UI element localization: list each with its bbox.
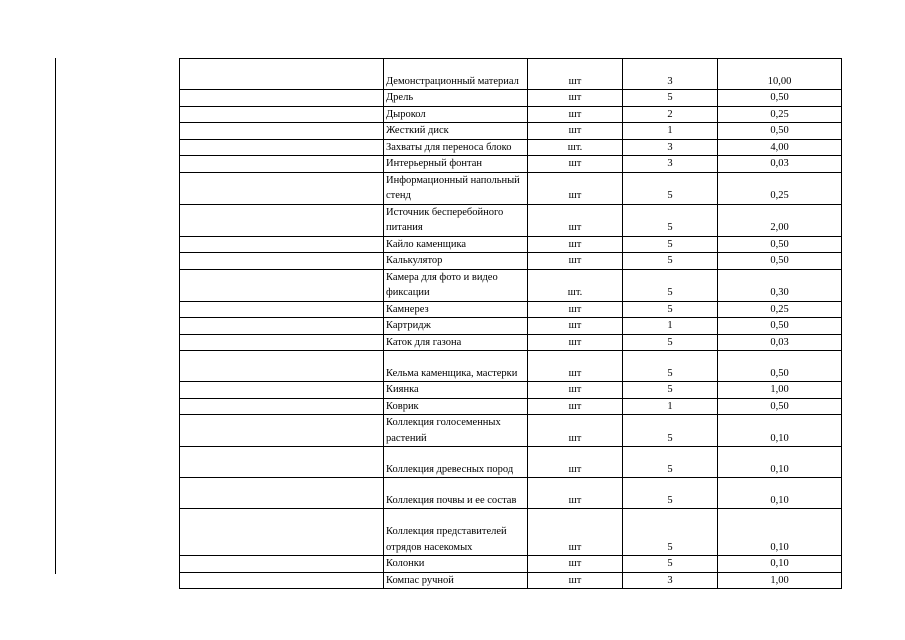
quantity-cell: 1 bbox=[623, 123, 718, 140]
table-row bbox=[180, 139, 842, 156]
table-row bbox=[180, 447, 842, 478]
quantity-cell: 5 bbox=[623, 415, 718, 447]
blank-cell bbox=[180, 572, 384, 589]
blank-cell bbox=[180, 236, 384, 253]
value-cell: 0,10 bbox=[718, 447, 842, 478]
unit-cell: шт bbox=[528, 509, 623, 556]
blank-cell bbox=[180, 334, 384, 351]
value-cell: 0,25 bbox=[718, 172, 842, 204]
table-row bbox=[180, 106, 842, 123]
quantity-cell: 5 bbox=[623, 509, 718, 556]
value-cell: 0,50 bbox=[718, 90, 842, 107]
table-row bbox=[180, 415, 842, 447]
unit-cell: шт bbox=[528, 59, 623, 90]
quantity-cell: 5 bbox=[623, 447, 718, 478]
blank-cell bbox=[180, 478, 384, 509]
unit-cell: шт bbox=[528, 90, 623, 107]
item-name-cell: Камнерез bbox=[384, 301, 528, 318]
unit-cell: шт bbox=[528, 478, 623, 509]
table-row bbox=[180, 382, 842, 399]
blank-cell bbox=[180, 269, 384, 301]
item-name-cell: Каток для газона bbox=[384, 334, 528, 351]
table-row bbox=[180, 509, 842, 556]
blank-cell bbox=[180, 204, 384, 236]
quantity-cell: 1 bbox=[623, 318, 718, 335]
unit-cell: шт bbox=[528, 318, 623, 335]
unit-cell: шт bbox=[528, 301, 623, 318]
blank-cell bbox=[180, 106, 384, 123]
value-cell: 1,00 bbox=[718, 572, 842, 589]
item-name-cell: Коллекция древесных пород bbox=[384, 447, 528, 478]
quantity-cell: 2 bbox=[623, 106, 718, 123]
value-cell: 0,10 bbox=[718, 509, 842, 556]
quantity-cell: 5 bbox=[623, 351, 718, 382]
table-row bbox=[180, 172, 842, 204]
quantity-cell: 5 bbox=[623, 556, 718, 573]
quantity-cell: 3 bbox=[623, 156, 718, 173]
quantity-cell: 5 bbox=[623, 301, 718, 318]
inventory-table bbox=[179, 58, 842, 589]
unit-cell: шт bbox=[528, 204, 623, 236]
quantity-cell: 1 bbox=[623, 398, 718, 415]
unit-cell: шт bbox=[528, 415, 623, 447]
item-name-cell: Киянка bbox=[384, 382, 528, 399]
blank-cell bbox=[180, 382, 384, 399]
unit-cell: шт bbox=[528, 556, 623, 573]
value-cell: 10,00 bbox=[718, 59, 842, 90]
unit-cell: шт bbox=[528, 106, 623, 123]
table-row bbox=[180, 123, 842, 140]
unit-cell: шт. bbox=[528, 139, 623, 156]
blank-cell bbox=[180, 139, 384, 156]
quantity-cell: 5 bbox=[623, 90, 718, 107]
unit-cell: шт bbox=[528, 351, 623, 382]
blank-cell bbox=[180, 172, 384, 204]
value-cell: 4,00 bbox=[718, 139, 842, 156]
unit-cell: шт bbox=[528, 156, 623, 173]
item-name-cell: Дырокол bbox=[384, 106, 528, 123]
table-row bbox=[180, 398, 842, 415]
value-cell: 0,30 bbox=[718, 269, 842, 301]
item-name-cell: Коллекция почвы и ее состав bbox=[384, 478, 528, 509]
item-name-cell: Информационный напольный стенд bbox=[384, 172, 528, 204]
blank-cell bbox=[180, 156, 384, 173]
quantity-cell: 5 bbox=[623, 236, 718, 253]
blank-cell bbox=[180, 253, 384, 270]
blank-cell bbox=[180, 556, 384, 573]
unit-cell: шт bbox=[528, 382, 623, 399]
item-name-cell: Демонстрационный материал bbox=[384, 59, 528, 90]
quantity-cell: 3 bbox=[623, 59, 718, 90]
table-row bbox=[180, 253, 842, 270]
blank-cell bbox=[180, 509, 384, 556]
quantity-cell: 5 bbox=[623, 334, 718, 351]
table-row bbox=[180, 204, 842, 236]
item-name-cell: Кельма каменщика, мастерки bbox=[384, 351, 528, 382]
table-row bbox=[180, 236, 842, 253]
unit-cell: шт bbox=[528, 236, 623, 253]
value-cell: 0,50 bbox=[718, 351, 842, 382]
item-name-cell: Жесткий диск bbox=[384, 123, 528, 140]
value-cell: 2,00 bbox=[718, 204, 842, 236]
table-row bbox=[180, 90, 842, 107]
blank-cell bbox=[180, 415, 384, 447]
table-row bbox=[180, 478, 842, 509]
item-name-cell: Компас ручной bbox=[384, 572, 528, 589]
table-row bbox=[180, 572, 842, 589]
quantity-cell: 5 bbox=[623, 382, 718, 399]
value-cell: 0,50 bbox=[718, 253, 842, 270]
blank-cell bbox=[180, 90, 384, 107]
value-cell: 0,03 bbox=[718, 156, 842, 173]
blank-cell bbox=[180, 123, 384, 140]
item-name-cell: Захваты для переноса блоко bbox=[384, 139, 528, 156]
item-name-cell: Колонки bbox=[384, 556, 528, 573]
value-cell: 0,03 bbox=[718, 334, 842, 351]
item-name-cell: Калькулятор bbox=[384, 253, 528, 270]
item-name-cell: Источник бесперебойного питания bbox=[384, 204, 528, 236]
item-name-cell: Интерьерный фонтан bbox=[384, 156, 528, 173]
item-name-cell: Картридж bbox=[384, 318, 528, 335]
quantity-cell: 5 bbox=[623, 478, 718, 509]
blank-cell bbox=[180, 398, 384, 415]
unit-cell: шт bbox=[528, 447, 623, 478]
item-name-cell: Дрель bbox=[384, 90, 528, 107]
unit-cell: шт bbox=[528, 398, 623, 415]
table-row bbox=[180, 351, 842, 382]
quantity-cell: 3 bbox=[623, 139, 718, 156]
inventory-table-body bbox=[180, 59, 842, 589]
value-cell: 0,50 bbox=[718, 236, 842, 253]
quantity-cell: 5 bbox=[623, 172, 718, 204]
blank-cell bbox=[180, 59, 384, 90]
blank-cell bbox=[180, 301, 384, 318]
quantity-cell: 5 bbox=[623, 269, 718, 301]
quantity-cell: 3 bbox=[623, 572, 718, 589]
unit-cell: шт bbox=[528, 253, 623, 270]
item-name-cell: Камера для фото и видео фиксации bbox=[384, 269, 528, 301]
table-row bbox=[180, 269, 842, 301]
blank-cell bbox=[180, 447, 384, 478]
unit-cell: шт bbox=[528, 172, 623, 204]
unit-cell: шт bbox=[528, 572, 623, 589]
table-row bbox=[180, 301, 842, 318]
value-cell: 0,10 bbox=[718, 556, 842, 573]
value-cell: 0,10 bbox=[718, 478, 842, 509]
table-row bbox=[180, 156, 842, 173]
unit-cell: шт bbox=[528, 334, 623, 351]
item-name-cell: Кайло каменщика bbox=[384, 236, 528, 253]
value-cell: 0,25 bbox=[718, 301, 842, 318]
value-cell: 1,00 bbox=[718, 382, 842, 399]
quantity-cell: 5 bbox=[623, 204, 718, 236]
item-name-cell: Коллекция представителей отрядов насекомых bbox=[384, 509, 528, 556]
value-cell: 0,50 bbox=[718, 123, 842, 140]
value-cell: 0,50 bbox=[718, 398, 842, 415]
blank-cell bbox=[180, 351, 384, 382]
value-cell: 0,50 bbox=[718, 318, 842, 335]
table-row bbox=[180, 334, 842, 351]
unit-cell: шт bbox=[528, 123, 623, 140]
quantity-cell: 5 bbox=[623, 253, 718, 270]
blank-cell bbox=[180, 318, 384, 335]
value-cell: 0,25 bbox=[718, 106, 842, 123]
value-cell: 0,10 bbox=[718, 415, 842, 447]
table-row bbox=[180, 556, 842, 573]
unit-cell: шт. bbox=[528, 269, 623, 301]
table-row bbox=[180, 59, 842, 90]
item-name-cell: Коврик bbox=[384, 398, 528, 415]
left-margin-rule bbox=[55, 58, 56, 574]
table-row bbox=[180, 318, 842, 335]
item-name-cell: Коллекция голосеменных растений bbox=[384, 415, 528, 447]
